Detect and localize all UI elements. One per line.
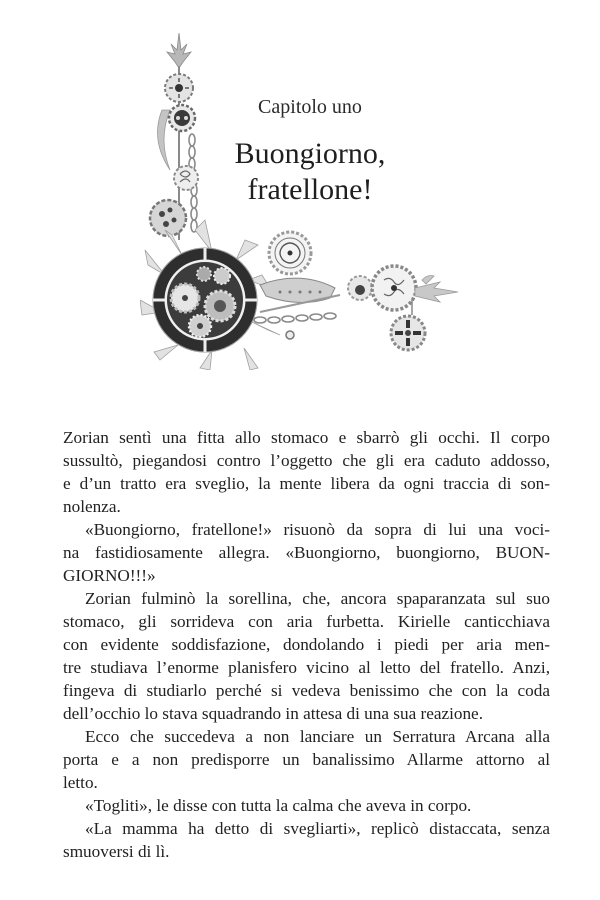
horizontal-chain-icon bbox=[254, 313, 336, 323]
right-finial-icon bbox=[415, 276, 458, 303]
finial-icon bbox=[167, 33, 191, 68]
text-line: tre studiava l’enorme planisfero vicino al letto del fratello. Anzi, bbox=[63, 658, 550, 677]
chapter-title-line: Buongiorno, bbox=[234, 137, 386, 170]
text-line: con evidente soddisfazione, dondolando i piedi per aria men- bbox=[63, 635, 550, 654]
text-line: «La mamma ha detto di svegliarti», replicò distaccata, senza bbox=[85, 819, 550, 838]
text-line: Ecco che succedeva a non lanciare un Serratura Arcana alla bbox=[85, 727, 550, 746]
ornate-gear-icon bbox=[269, 232, 311, 274]
text-line: na fastidiosamente allegra. «Buongiorno, buongiorno, BUON- bbox=[63, 543, 550, 562]
text-line: dell’occhio lo stava squadrando in attesa di una sua reazione. bbox=[63, 704, 483, 723]
large-clockwork-gear-icon bbox=[153, 248, 257, 352]
text-line: «Buongiorno, fratellone!» risuonò da sopra di lui una voci- bbox=[85, 520, 550, 539]
scroll-gear-icon bbox=[174, 166, 198, 190]
text-line: porta e a non predisporre un banalissimo Allarme attorno al bbox=[63, 750, 550, 769]
text-line: e d’un tratto era sveglio, la mente libera da ogni traccia di son- bbox=[63, 474, 550, 493]
text-line: smuoversi di lì. bbox=[63, 842, 170, 861]
dotted-gear-icon bbox=[150, 200, 186, 236]
text-line: sussultò, piegandosi contro l’oggetto che gli era caduto addosso, bbox=[63, 451, 550, 470]
text-line: Zorian sentì una fitta allo stomaco e sbarrò gli occhi. Il corpo bbox=[63, 428, 550, 447]
joint-gear-icon bbox=[348, 276, 372, 300]
text-line: letto. bbox=[63, 773, 98, 792]
chapter-title bbox=[200, 136, 420, 208]
text-line: Zorian fulminò la sorellina, che, ancora spaparanzata sul suo bbox=[85, 589, 550, 608]
hanging-gear-icon bbox=[391, 316, 425, 350]
small-gear-icon bbox=[165, 74, 193, 102]
text-line: nolenza. bbox=[63, 497, 121, 516]
dark-gear-icon bbox=[169, 105, 195, 131]
text-line: fingeva di studiarlo perché si vedeva benissimo che con la coda bbox=[63, 681, 550, 700]
text-line: «Togliti», le disse con tutta la calma che aveva in corpo. bbox=[85, 796, 472, 815]
chapter-title-line: fratellone! bbox=[247, 173, 373, 206]
text-line: stomaco, gli sorrideva con aria furbetta. Kirielle canticchiava bbox=[63, 612, 550, 631]
ornate-gear-right-icon bbox=[372, 266, 416, 310]
chapter-label: Capitolo uno bbox=[258, 96, 362, 118]
text-line: GIORNO!!!» bbox=[63, 566, 156, 585]
body-text bbox=[63, 426, 550, 863]
